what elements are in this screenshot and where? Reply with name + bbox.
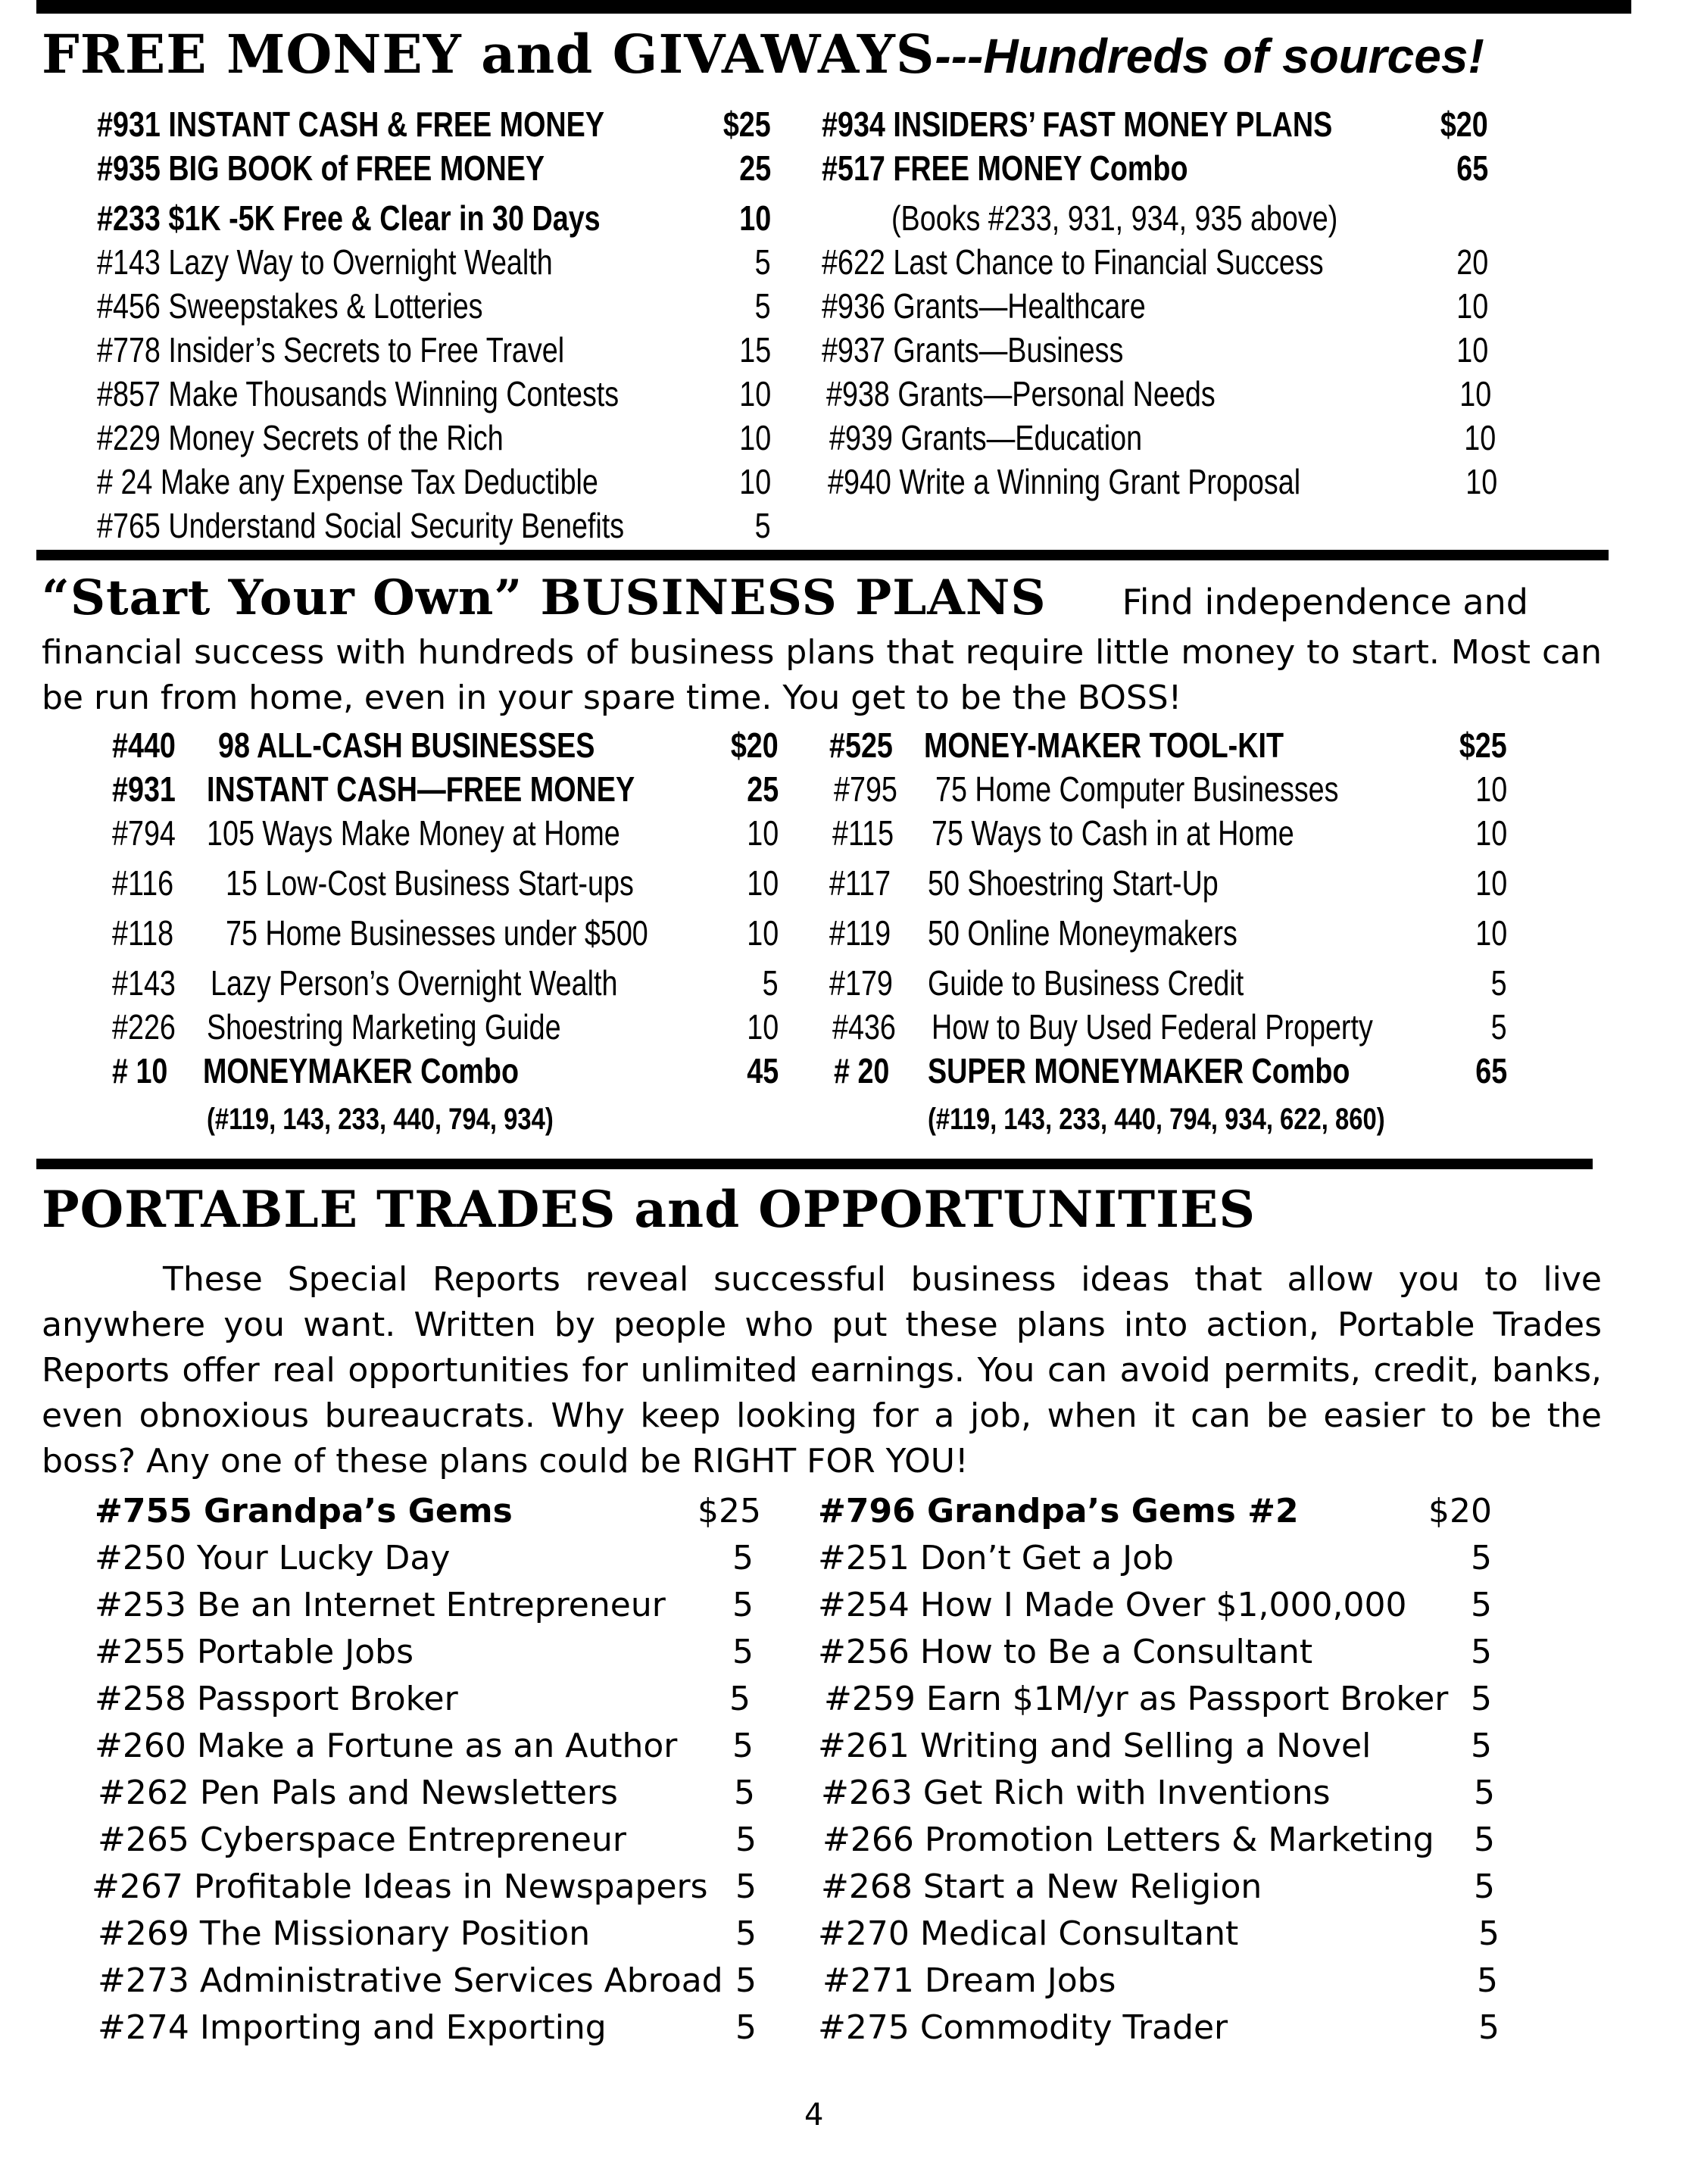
list-item [112, 1005, 779, 1049]
business-plans-description: financial success with hundreds of business plans that require little money to start. Most can be run from home, even in your spare time. You get to be the BOSS! [42, 633, 1602, 717]
list-item [829, 861, 1507, 905]
item-price: 10 [747, 863, 779, 903]
item-title: 75 Home Computer Businesses [935, 769, 1339, 809]
item-title: #456 Sweepstakes & Lotteries [97, 286, 483, 326]
item-title: #622 Last Chance to Financial Success [822, 242, 1324, 282]
list-item [112, 723, 779, 767]
item-title: #262 Pen Pals and Newsletters [98, 1774, 618, 1812]
item-number: #931 [112, 769, 176, 809]
item-price: $20 [1440, 105, 1488, 144]
list-item [829, 1049, 1507, 1093]
item-price: 5 [732, 1727, 754, 1765]
list-item [822, 240, 1488, 284]
list-item [818, 1770, 1495, 1817]
combo-note [822, 196, 1488, 240]
item-price: 5 [1474, 1867, 1495, 1906]
item-number: # 10 [112, 1051, 168, 1090]
list-item [112, 811, 779, 855]
item-title: #254 How I Made Over $1,000,000 [818, 1586, 1407, 1624]
item-title: #256 How to Be a Consultant [818, 1633, 1313, 1671]
item-price: 5 [729, 1680, 751, 1718]
item-title: #765 Understand Social Security Benefits [97, 506, 625, 545]
item-title: 50 Online Moneymakers [928, 913, 1237, 953]
item-price: 5 [763, 963, 779, 1003]
section-title-text: FREE MONEY and GIVAWAYS [42, 23, 935, 86]
item-title: #270 Medical Consultant [818, 1914, 1239, 1953]
list-item [829, 961, 1507, 1005]
item-price: $25 [1459, 725, 1507, 765]
item-price: 5 [1471, 1680, 1492, 1718]
note-text: (#119, 143, 233, 440, 794, 934) [207, 1103, 554, 1136]
note-text: (Books #233, 931, 934, 935 above) [891, 198, 1338, 238]
list-item [97, 196, 771, 240]
list-item [822, 284, 1488, 328]
item-price: 5 [732, 1586, 754, 1624]
item-price: $20 [731, 725, 779, 765]
item-title: #857 Make Thousands Winning Contests [97, 374, 619, 413]
item-number: # 20 [834, 1051, 890, 1090]
list-item [818, 1488, 1492, 1535]
list-item [95, 1723, 761, 1770]
item-title: SUPER MONEYMAKER Combo [928, 1051, 1350, 1090]
list-item [95, 2005, 761, 2051]
list-item [818, 1723, 1492, 1770]
section-divider [36, 1159, 1593, 1169]
list-item [829, 1005, 1507, 1049]
item-price: 5 [735, 2008, 757, 2047]
list-item [829, 811, 1507, 855]
item-title: #940 Write a Winning Grant Proposal [828, 462, 1301, 501]
item-price: 10 [1475, 769, 1507, 809]
item-title: 75 Home Businesses under $500 [226, 913, 648, 953]
item-price: 5 [732, 1633, 754, 1671]
portable-trades-left-list [92, 1488, 761, 2051]
item-price: 65 [1475, 1051, 1507, 1090]
list-item [95, 1535, 761, 1582]
item-price: 25 [747, 769, 779, 809]
item-price: 10 [1475, 813, 1507, 853]
item-title: #260 Make a Fortune as an Author [95, 1727, 678, 1765]
item-number: #143 [112, 963, 176, 1003]
list-item [112, 767, 779, 811]
free-money-left-list [97, 102, 771, 548]
list-item [829, 911, 1507, 955]
item-price: 10 [1465, 462, 1497, 501]
item-number: #794 [112, 813, 176, 853]
item-title: MONEY-MAKER TOOL-KIT [924, 725, 1284, 765]
item-title: #517 FREE MONEY Combo [822, 148, 1188, 188]
list-item [829, 767, 1507, 811]
item-price: 5 [755, 506, 771, 545]
item-price: 5 [1491, 1007, 1507, 1047]
item-title: 75 Ways to Cash in at Home [932, 813, 1294, 853]
item-price: 10 [739, 374, 771, 413]
list-item [818, 1864, 1495, 1911]
item-title: #229 Money Secrets of the Rich [97, 418, 504, 457]
item-title: MONEYMAKER Combo [203, 1051, 520, 1090]
item-number: #119 [829, 913, 891, 953]
item-title: #233 $1K -5K Free & Clear in 30 Days [97, 198, 601, 238]
item-title: #778 Insider’s Secrets to Free Travel [97, 330, 565, 370]
item-price: 5 [1471, 1586, 1492, 1624]
section-title-portable-trades: PORTABLE TRADES and OPPORTUNITIES [42, 1180, 1256, 1239]
list-item [822, 146, 1488, 190]
list-item [95, 1629, 761, 1676]
item-title: #931 INSTANT CASH & FREE MONEY [97, 105, 604, 144]
list-item [92, 1864, 761, 1911]
list-item [818, 1911, 1500, 1958]
item-price: 5 [1491, 963, 1507, 1003]
list-item [95, 1817, 761, 1864]
item-title: 105 Ways Make Money at Home [207, 813, 620, 853]
item-title: 15 Low-Cost Business Start-ups [226, 863, 634, 903]
business-plans-left-list [112, 723, 779, 1141]
item-title: Shoestring Marketing Guide [207, 1007, 561, 1047]
item-number: #436 [832, 1007, 896, 1047]
item-title: #274 Importing and Exporting [98, 2008, 607, 2047]
list-item [829, 723, 1507, 767]
page-number: 4 [804, 2098, 824, 2133]
item-number: #525 [829, 725, 893, 765]
item-title: #937 Grants—Business [822, 330, 1124, 370]
list-item [95, 1582, 761, 1629]
list-item [822, 460, 1497, 504]
item-title: #251 Don’t Get a Job [818, 1539, 1174, 1577]
item-title: #250 Your Lucky Day [95, 1539, 451, 1577]
list-item [112, 961, 779, 1005]
section-title-free-money [42, 23, 1484, 86]
item-price: $25 [723, 105, 771, 144]
item-price: 5 [735, 1821, 757, 1859]
item-price: $25 [698, 1492, 761, 1530]
item-title: How to Buy Used Federal Property [932, 1007, 1373, 1047]
list-item [818, 1817, 1495, 1864]
item-title: #271 Dream Jobs [822, 1961, 1116, 2000]
item-price: 45 [747, 1051, 779, 1090]
list-item [97, 284, 771, 328]
list-item [822, 416, 1496, 460]
portable-trades-description: These Special Reports reveal successful business ideas that allow you to live anywhere you want. Written by people who put these plans into action, Portable Trades Reports offer real opportunities for unlimited earnings. You can avoid permits, credit, banks, even obnoxious bureaucrats. Why keep looking for a job, when it can be easier to be the boss? Any one of these plans could be RIGHT FOR YOU! [42, 1260, 1602, 1480]
list-item [97, 460, 771, 504]
free-money-right-list [822, 102, 1497, 504]
item-price: 5 [1471, 1633, 1492, 1671]
top-rule [36, 0, 1631, 14]
item-price: 5 [734, 1774, 755, 1812]
list-item [95, 1770, 761, 1817]
item-price: 15 [739, 330, 771, 370]
item-title: #253 Be an Internet Entrepreneur [95, 1586, 666, 1624]
item-price: 5 [735, 1867, 757, 1906]
business-plans-right-list [829, 723, 1507, 1141]
item-price: 5 [735, 1914, 757, 1953]
item-price: 65 [1456, 148, 1488, 188]
item-price: 10 [739, 462, 771, 501]
list-item [97, 328, 771, 372]
item-price: 5 [1478, 2008, 1500, 2047]
item-title: #796 Grandpa’s Gems #2 [818, 1492, 1299, 1530]
list-item [97, 416, 771, 460]
item-title: #259 Earn $1M/yr as Passport Broker [824, 1680, 1449, 1718]
item-price: 10 [1464, 418, 1496, 457]
combo-note [112, 1097, 779, 1141]
list-item [97, 504, 771, 548]
item-price: 5 [1474, 1821, 1495, 1859]
item-title: #261 Writing and Selling a Novel [818, 1727, 1372, 1765]
item-number: #115 [832, 813, 894, 853]
section-subtitle: ---Hundreds of sources! [935, 29, 1484, 83]
item-price: 5 [755, 286, 771, 326]
item-title: #266 Promotion Letters & Marketing [822, 1821, 1434, 1859]
item-title: # 24 Make any Expense Tax Deductible [97, 462, 598, 501]
item-title: #143 Lazy Way to Overnight Wealth [97, 242, 553, 282]
list-item [818, 1958, 1498, 2005]
list-item [95, 1958, 761, 2005]
list-item [818, 1676, 1492, 1723]
item-price: 5 [1478, 1914, 1500, 1953]
item-price: 10 [1456, 330, 1488, 370]
list-item [818, 1629, 1492, 1676]
item-price: 5 [755, 242, 771, 282]
item-title: Guide to Business Credit [928, 963, 1244, 1003]
list-item [818, 2005, 1500, 2051]
item-number: #117 [829, 863, 891, 903]
list-item [822, 102, 1488, 146]
item-price: 10 [1475, 863, 1507, 903]
list-item [95, 1488, 761, 1535]
combo-note [829, 1097, 1507, 1141]
item-title: #936 Grants—Healthcare [822, 286, 1146, 326]
item-title: #268 Start a New Religion [821, 1867, 1262, 1906]
portable-trades-right-list [818, 1488, 1500, 2051]
item-price: 10 [1475, 913, 1507, 953]
item-title: #934 INSIDERS’ FAST MONEY PLANS [822, 105, 1333, 144]
item-price: 5 [1474, 1774, 1495, 1812]
item-title: #275 Commodity Trader [818, 2008, 1228, 2047]
section-title-business-plans [42, 569, 1528, 626]
list-item [112, 861, 779, 905]
item-title: #265 Cyberspace Entrepreneur [98, 1821, 626, 1859]
item-title: INSTANT CASH—FREE MONEY [207, 769, 635, 809]
item-price: 5 [1471, 1727, 1492, 1765]
item-price: 10 [747, 813, 779, 853]
item-title: #935 BIG BOOK of FREE MONEY [97, 148, 545, 188]
item-title: #255 Portable Jobs [95, 1633, 414, 1671]
item-price: $20 [1428, 1492, 1492, 1530]
item-price: 10 [739, 418, 771, 457]
list-item [818, 1582, 1492, 1629]
item-title: 50 Shoestring Start-Up [928, 863, 1219, 903]
section-divider [36, 550, 1609, 560]
item-number: #440 [112, 725, 176, 765]
list-item [818, 1535, 1492, 1582]
item-price: 5 [1471, 1539, 1492, 1577]
item-number: #226 [112, 1007, 176, 1047]
item-price: 25 [739, 148, 771, 188]
list-item [97, 240, 771, 284]
item-price: 10 [739, 198, 771, 238]
list-item [97, 102, 771, 146]
list-item [822, 328, 1488, 372]
list-item [97, 146, 771, 190]
item-price: 20 [1456, 242, 1488, 282]
item-price: 10 [1456, 286, 1488, 326]
item-number: #795 [834, 769, 897, 809]
list-item [112, 1049, 779, 1093]
list-item [95, 1676, 761, 1723]
item-number: #179 [829, 963, 893, 1003]
item-number: #118 [112, 913, 174, 953]
list-item [112, 911, 779, 955]
item-title: #755 Grandpa’s Gems [95, 1492, 513, 1530]
section-title-text: “Start Your Own” BUSINESS PLANS [42, 569, 1047, 626]
item-price: 5 [732, 1539, 754, 1577]
item-title: #263 Get Rich with Inventions [821, 1774, 1331, 1812]
item-title: #269 The Missionary Position [98, 1914, 591, 1953]
item-title: #938 Grants—Personal Needs [826, 374, 1216, 413]
list-item [822, 372, 1491, 416]
item-price: 5 [735, 1961, 757, 2000]
item-price: 10 [747, 1007, 779, 1047]
item-title: 98 ALL-CASH BUSINESSES [218, 725, 595, 765]
item-price: 10 [747, 913, 779, 953]
item-title: #258 Passport Broker [95, 1680, 458, 1718]
list-item [97, 372, 771, 416]
item-number: #116 [112, 863, 174, 903]
item-title: #939 Grants—Education [829, 418, 1143, 457]
item-title: #273 Administrative Services Abroad [98, 1961, 723, 2000]
note-text: (#119, 143, 233, 440, 794, 934, 622, 860) [928, 1103, 1385, 1136]
item-title: Lazy Person’s Overnight Wealth [211, 963, 618, 1003]
list-item [95, 1911, 761, 1958]
item-title: #267 Profitable Ideas in Newspapers [92, 1867, 708, 1906]
section-title-tail: Find independence and [1122, 582, 1528, 622]
item-price: 5 [1477, 1961, 1498, 2000]
item-price: 10 [1459, 374, 1491, 413]
